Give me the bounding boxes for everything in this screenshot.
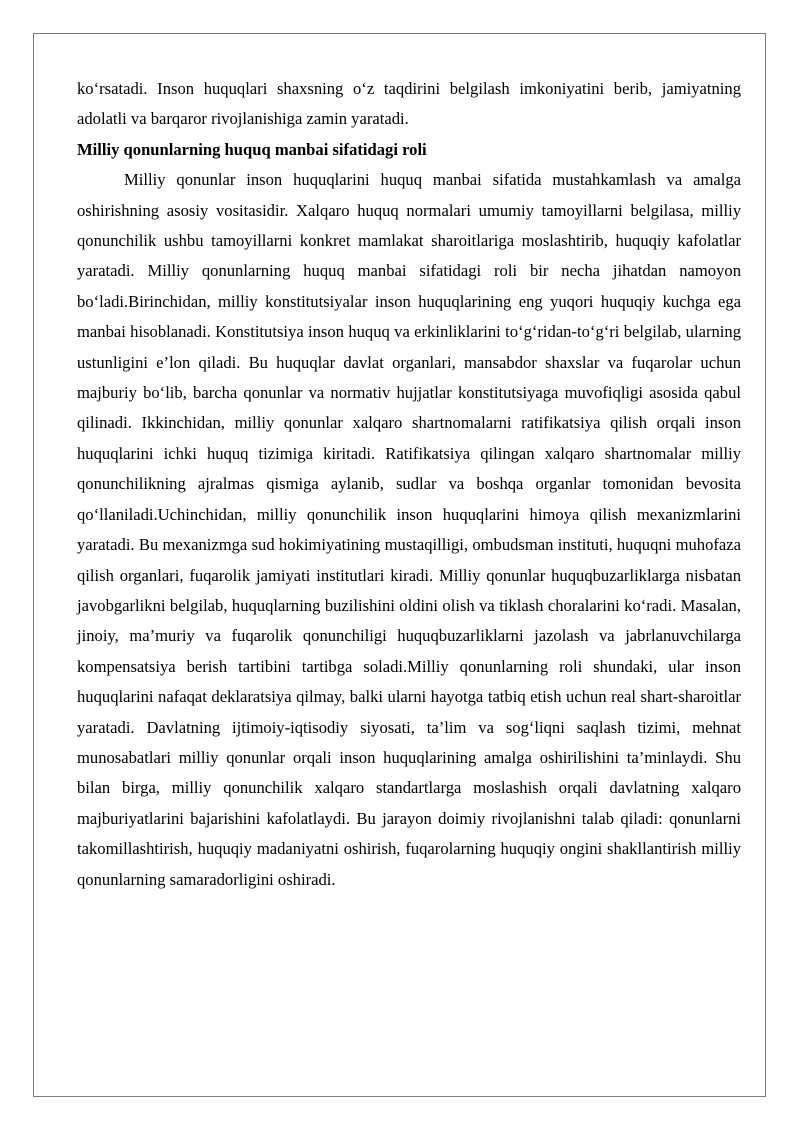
section-heading: Milliy qonunlarning huquq manbai sifatidagi roli [77,139,427,159]
body-paragraph: Milliy qonunlar inson huquqlarini huquq manbai sifatida mustahkamlash va amalga oshirishning asosiy vositasidir. Xalqaro huquq normalari umumiy tamoyillarni belgilasa, milliy qonunchilik ushbu tamoyillarni konkret mamlakat sharoitlariga moslashtirib, huquqiy kafolatlar yaratadi. Milliy qonunlarning huquq manbai sifatidagi roli bir necha jihatdan namoyon bo‘ladi.Birinchidan, milliy konstitutsiyalar inson huquqlarining eng yuqori huquqiy kuchga ega manbai hisoblanadi. Konstitutsiya inson huquq va erkinliklarini to‘g‘ridan-to‘g‘ri belgilab, ularning ustunligini e’lon qiladi. Bu huquqlar davlat organlari, mansabdor shaxslar va fuqarolar uchun majburiy bo‘lib, barcha qonunlar va normativ hujjatlar konstitutsiyaga muvofiqligi asosida qabul qilinadi. Ikkinchidan, milliy qonunlar xalqaro shartnomalarni ratifikatsiya qilish orqali inson huquqlarini ichki huquq tizimiga kiritadi. Ratifikatsiya qilingan xalqaro shartnomalar milliy qonunchilikning ajralmas qismiga aylanib, sudlar va boshqa organlar tomonidan bevosita qo‘llaniladi.Uchinchidan, milliy qonunchilik inson huquqlarini himoya qilish mexanizmlarini yaratadi. Bu mexanizmga sud hokimiyatining mustaqilligi, ombudsman instituti, huquqni muhofaza qilish organlari, fuqarolik jamiyati institutlari kiradi. Milliy qonunlar huquqbuzarliklarga nisbatan javobgarlikni belgilab, huquqlarning buzilishini oldini olish va tiklash choralarini ko‘radi. Masalan, jinoiy, ma’muriy va fuqarolik qonunchiligi huquqbuzarliklarni jazolash va jabrlanuvchilarga kompensatsiya berish tartibini tartibga soladi.Milliy qonunlarning roli shundaki, ular inson huquqlarini nafaqat deklaratsiya qilmay, balki ularni hayotga tatbiq etish uchun real shart-sharoitlar yaratadi. Davlatning ijtimoiy-iqtisodiy siyosati, ta’lim va sog‘liqni saqlash tizimi, mehnat munosabatlari milliy qonunlar orqali inson huquqlarining amalga oshirilishini ta’minlaydi. Shu bilan birga, milliy qonunchilik xalqaro standartlarga moslashish orqali davlatning xalqaro majburiyatlarini bajarishini kafolatlaydi. Bu jarayon doimiy rivojlanishni talab qiladi: qonunlarni takomillashtirish, huquqiy madaniyatni oshirish, fuqarolarning huquqiy ongini shakllantirish milliy qonunlarning samaradorligini oshiradi. [77,170,741,889]
document-body [77,74,741,895]
intro-paragraph: ko‘rsatadi. Inson huquqlari shaxsning o‘z taqdirini belgilash imkoniyatini berib, jamiyatning adolatli va barqaror rivojlanishiga zamin yaratadi. [77,79,741,129]
